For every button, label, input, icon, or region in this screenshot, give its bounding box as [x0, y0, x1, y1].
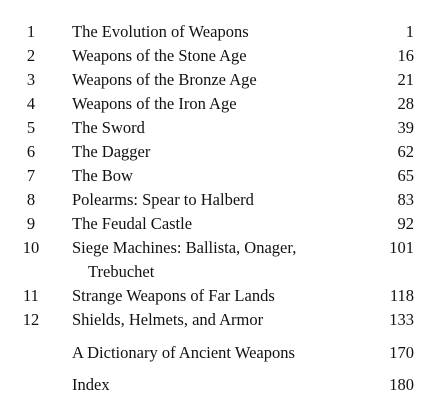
chapter-title: The Feudal Castle: [72, 214, 193, 233]
toc-entry: [0, 308, 440, 332]
toc-entry: [0, 116, 440, 140]
toc-entry-back-matter: [0, 373, 440, 397]
toc-entry: [0, 140, 440, 164]
page-number: 101: [389, 238, 414, 257]
toc-entry: [0, 164, 440, 188]
chapter-title: Polearms: Spear to Halberd: [72, 190, 254, 209]
chapter-title: Strange Weapons of Far Lands: [72, 286, 275, 305]
page-number: 83: [397, 190, 414, 209]
chapter-title: The Bow: [72, 166, 133, 185]
chapter-title: The Evolution of Weapons: [72, 22, 249, 41]
chapter-number: 4: [26, 94, 36, 113]
chapter-title: The Dagger: [72, 142, 151, 161]
section-title: A Dictionary of Ancient Weapons: [72, 343, 295, 362]
chapter-number: 6: [26, 142, 36, 161]
chapter-title: The Sword: [72, 118, 145, 137]
chapter-number: 3: [26, 70, 36, 89]
chapter-number: 2: [26, 46, 36, 65]
toc-entry: [0, 212, 440, 236]
chapter-number: 8: [26, 190, 36, 209]
chapter-title-wrapped: [72, 236, 372, 284]
chapter-number: 1: [26, 22, 36, 41]
page-number: 118: [389, 286, 414, 305]
chapter-title: Weapons of the Bronze Age: [72, 70, 257, 89]
toc-entry: [0, 284, 440, 308]
chapter-number: 7: [26, 166, 36, 185]
page-number: 92: [397, 214, 414, 233]
page-number: 62: [397, 142, 414, 161]
chapter-number: 12: [22, 310, 40, 329]
page-number: 21: [397, 70, 414, 89]
chapter-number: 10: [22, 238, 40, 257]
toc-entry: [0, 92, 440, 116]
toc-entry-back-matter: [0, 341, 440, 365]
page-number: 28: [397, 94, 414, 113]
toc-entry: [0, 20, 440, 44]
toc-entry: [0, 236, 440, 284]
chapter-title-continuation: Trebuchet: [88, 262, 155, 281]
toc-entry: [0, 68, 440, 92]
page-number: 170: [389, 343, 414, 362]
toc-entry: [0, 44, 440, 68]
chapter-title: Siege Machines: Ballista, Onager,: [72, 238, 297, 257]
page-number: 39: [397, 118, 414, 137]
toc-entry: [0, 188, 440, 212]
chapter-number: 5: [26, 118, 36, 137]
chapter-number: 9: [26, 214, 36, 233]
page-number: 16: [397, 46, 414, 65]
chapter-title: Shields, Helmets, and Armor: [72, 310, 264, 329]
chapter-title: Weapons of the Iron Age: [72, 94, 237, 113]
page-number: 133: [389, 310, 414, 329]
chapter-title: Weapons of the Stone Age: [72, 46, 247, 65]
chapter-number: 11: [23, 286, 39, 305]
page-number: 65: [397, 166, 414, 185]
page-number: 180: [389, 375, 414, 394]
page-number: 1: [405, 22, 414, 41]
section-title: Index: [72, 375, 110, 394]
